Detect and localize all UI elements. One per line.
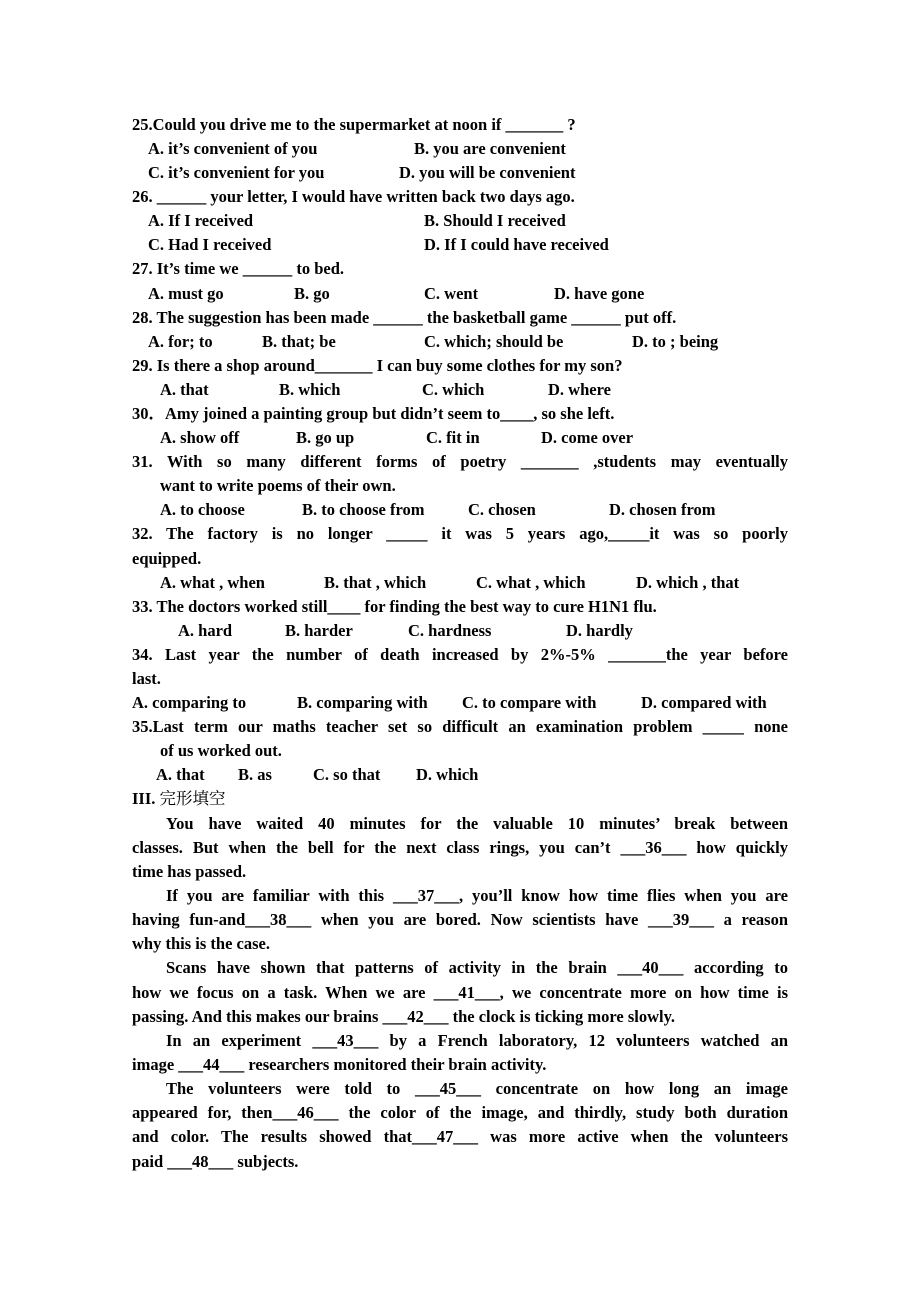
question-31-stem-line2: want to write poems of their own. (160, 476, 396, 495)
q26-option-a[interactable]: A. If I received (148, 211, 254, 230)
q27-option-b[interactable]: B. go (294, 284, 330, 303)
q33-option-a[interactable]: A. hard (178, 621, 233, 640)
q35-option-c[interactable]: C. so that (313, 765, 381, 784)
cloze-line: You have waited 40 minutes for the valuable 10 minutes’ break between (166, 814, 788, 833)
cloze-line: why this is the case. (132, 934, 270, 953)
cloze-line: If you are familiar with this ___37___, you’ll know how time flies when you are (166, 886, 788, 905)
section-title: 完形填空 (159, 789, 226, 808)
q29-option-a[interactable]: A. that (160, 380, 209, 399)
question-34-stem-line1: 34. Last year the number of death increased by 2%-5% _______the year before (132, 645, 788, 664)
question-35-stem-line2: of us worked out. (160, 741, 282, 760)
q32-option-d[interactable]: D. which , that (636, 573, 740, 592)
section-heading (132, 788, 226, 810)
q34-option-c[interactable]: C. to compare with (462, 693, 597, 712)
q32-option-c[interactable]: C. what , which (476, 573, 586, 592)
q28-option-a[interactable]: A. for; to (148, 332, 213, 351)
q34-option-d[interactable]: D. compared with (641, 693, 767, 712)
section-number: III. (132, 789, 156, 808)
question-30-stem: 30．Amy joined a painting group but didn’t seem to____, so she left. (132, 404, 615, 423)
q25-option-d[interactable]: D. you will be convenient (399, 163, 576, 182)
q31-option-d[interactable]: D. chosen from (609, 500, 716, 519)
q26-option-b[interactable]: B. Should I received (424, 211, 566, 230)
q35-option-a[interactable]: A. that (156, 765, 205, 784)
q34-option-b[interactable]: B. comparing with (297, 693, 428, 712)
q26-option-c[interactable]: C. Had I received (148, 235, 272, 254)
question-29-stem: 29. Is there a shop around_______ I can buy some clothes for my son? (132, 356, 623, 375)
cloze-line: appeared for, then___46___ the color of the image, and thirdly, study both duration (132, 1103, 788, 1122)
q31-option-b[interactable]: B. to choose from (302, 500, 425, 519)
question-34-stem-line2: last. (132, 669, 161, 688)
q33-option-c[interactable]: C. hardness (408, 621, 492, 640)
q27-option-c[interactable]: C. went (424, 284, 479, 303)
cloze-line: In an experiment ___43___ by a French laboratory, 12 volunteers watched an (166, 1031, 788, 1050)
q28-option-b[interactable]: B. that; be (262, 332, 336, 351)
q25-option-b[interactable]: B. you are convenient (414, 139, 566, 158)
q33-option-d[interactable]: D. hardly (566, 621, 633, 640)
q30-option-c[interactable]: C. fit in (426, 428, 480, 447)
question-35-stem-line1: 35.Last term our maths teacher set so difficult an examination problem _____ none (132, 717, 788, 736)
cloze-line: The volunteers were told to ___45___ concentrate on how long an image (166, 1079, 788, 1098)
q30-option-a[interactable]: A. show off (160, 428, 240, 447)
q27-option-d[interactable]: D. have gone (554, 284, 645, 303)
q35-option-d[interactable]: D. which (416, 765, 479, 784)
cloze-line: classes. But when the bell for the next class rings, you can’t ___36___ how quickly (132, 838, 788, 857)
q28-option-d[interactable]: D. to ; being (632, 332, 719, 351)
q31-option-c[interactable]: C. chosen (468, 500, 536, 519)
cloze-line: Scans have shown that patterns of activity in the brain ___40___ according to (166, 958, 788, 977)
question-27-stem: 27. It’s time we ______ to bed. (132, 259, 345, 278)
q35-option-b[interactable]: B. as (238, 765, 272, 784)
cloze-line: paid ___48___ subjects. (132, 1152, 299, 1171)
question-32-stem-line1: 32. The factory is no longer _____ it was 5 years ago,_____it was so poorly (132, 524, 788, 543)
question-26-stem: 26. ______ your letter, I would have written back two days ago. (132, 187, 575, 206)
question-28-stem: 28. The suggestion has been made ______ the basketball game ______ put off. (132, 308, 677, 327)
q33-option-b[interactable]: B. harder (285, 621, 353, 640)
cloze-line: time has passed. (132, 862, 247, 881)
cloze-line: and color. The results showed that___47___ was more active when the volunteers (132, 1127, 788, 1146)
cloze-line: having fun-and___38___ when you are bored. Now scientists have ___39___ a reason (132, 910, 788, 929)
cloze-line: image ___44___ researchers monitored their brain activity. (132, 1055, 547, 1074)
question-33-stem: 33. The doctors worked still____ for finding the best way to cure H1N1 flu. (132, 597, 657, 616)
q29-option-c[interactable]: C. which (422, 380, 485, 399)
question-31-stem-line1: 31. With so many different forms of poetry _______ ,students may eventually (132, 452, 788, 471)
q25-option-c[interactable]: C. it’s convenient for you (148, 163, 325, 182)
q25-option-a[interactable]: A. it’s convenient of you (148, 139, 318, 158)
q30-option-d[interactable]: D. come over (541, 428, 634, 447)
q32-option-a[interactable]: A. what , when (160, 573, 265, 592)
q28-option-c[interactable]: C. which; should be (424, 332, 564, 351)
q34-option-a[interactable]: A. comparing to (132, 693, 247, 712)
q27-option-a[interactable]: A. must go (148, 284, 224, 303)
q26-option-d[interactable]: D. If I could have received (424, 235, 609, 254)
question-32-stem-line2: equipped. (132, 549, 202, 568)
q31-option-a[interactable]: A. to choose (160, 500, 245, 519)
q32-option-b[interactable]: B. that , which (324, 573, 427, 592)
cloze-line: passing. And this makes our brains ___42___ the clock is ticking more slowly. (132, 1007, 676, 1026)
q29-option-b[interactable]: B. which (279, 380, 341, 399)
question-25-stem: 25.Could you drive me to the supermarket at noon if _______ ? (132, 115, 576, 134)
cloze-line: how we focus on a task. When we are ___41___, we concentrate more on how time is (132, 983, 788, 1002)
q30-option-b[interactable]: B. go up (296, 428, 355, 447)
q29-option-d[interactable]: D. where (548, 380, 611, 399)
